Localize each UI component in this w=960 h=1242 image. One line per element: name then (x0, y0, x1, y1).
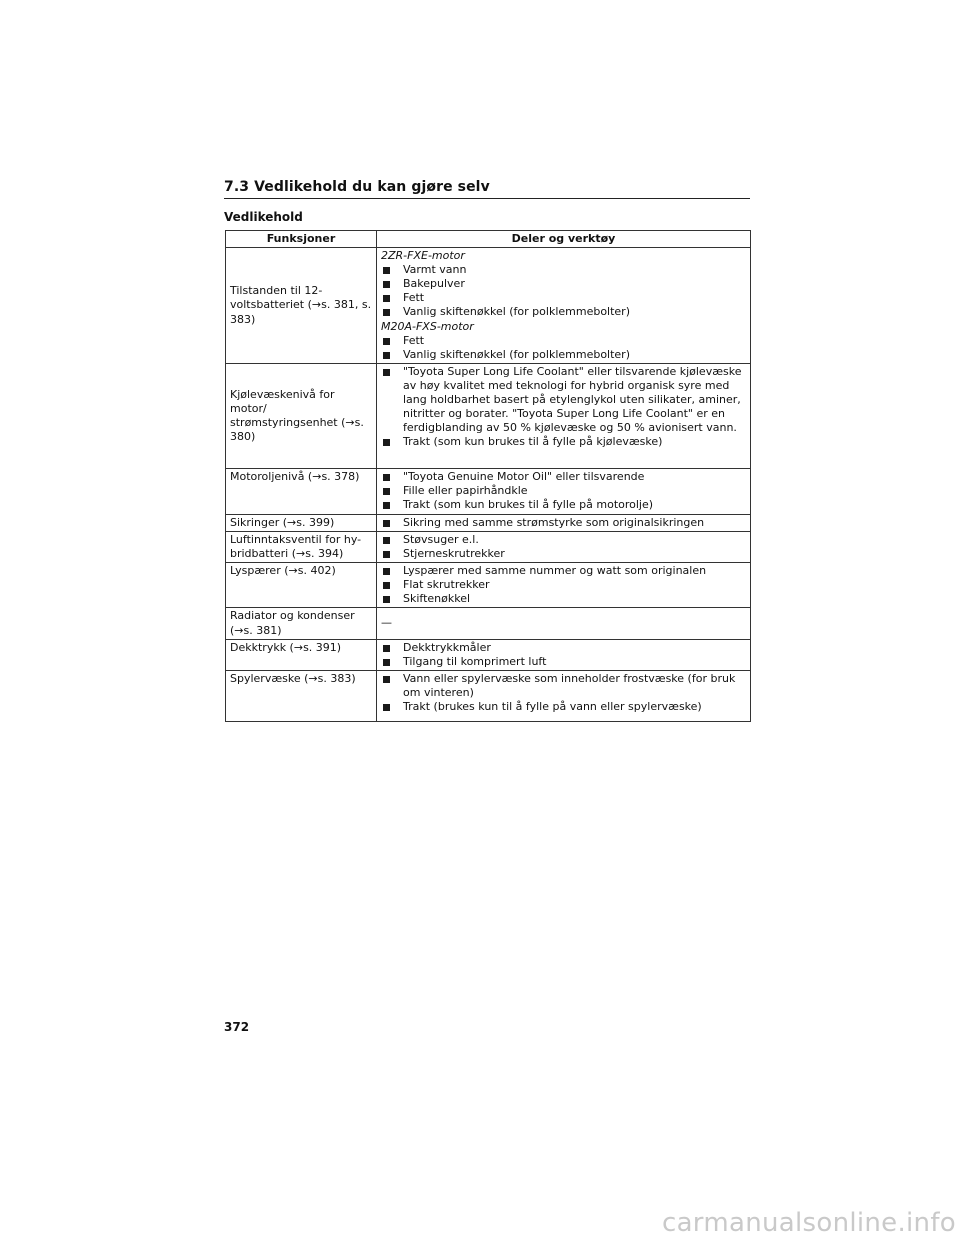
section-title: 7.3 Vedlikehold du kan gjøre selv (224, 179, 490, 195)
table-row (226, 608, 751, 639)
list-item: Støvsuger e.l. (381, 533, 746, 547)
parts-cell (377, 639, 751, 670)
list-item: Fett (381, 334, 746, 348)
list-item: Bakepulver (381, 277, 746, 291)
function-cell: Dekktrykk (→s. 391) (226, 639, 377, 670)
list-item: Tilgang til komprimert luft (381, 655, 746, 669)
list-item: Trakt (som kun brukes til å fylle på kjølevæske) (381, 435, 746, 449)
parts-cell (377, 468, 751, 514)
section-divider (224, 198, 750, 199)
list-item: Skiftenøkkel (381, 592, 746, 606)
list-item: "Toyota Super Long Life Coolant" eller tilsvarende kjølevæske av høy kvalitet med teknologi for hybrid organisk syre med lang holdbarhet basert på etylenglykol uten silikater, aminer, nitritter og borater. "Toyota Super Long Life Coolant" er en ferdigblanding av 50 % kjølevæske og 50 % avionisert vann. (381, 365, 746, 435)
table-row (226, 514, 751, 531)
parts-cell (377, 514, 751, 531)
watermark: carmanualsonline.info (661, 1208, 956, 1238)
page-subtitle: Vedlikehold (224, 210, 303, 224)
list-item: Dekktrykkmåler (381, 641, 746, 655)
table-row (226, 363, 751, 468)
list-item: Stjerneskrutrekker (381, 547, 746, 561)
table-row (226, 670, 751, 721)
table-row (226, 468, 751, 514)
function-cell: Sikringer (→s. 399) (226, 514, 377, 531)
table-header-row (226, 231, 751, 248)
parts-cell (377, 563, 751, 608)
item-list (381, 263, 746, 319)
item-list (381, 516, 746, 530)
function-cell: Tilstanden til 12-voltsbatteriet (→s. 381, s. 383) (226, 248, 377, 364)
item-list (381, 641, 746, 669)
item-list (381, 365, 746, 450)
list-item: Flat skrutrekker (381, 578, 746, 592)
table-row (226, 248, 751, 364)
parts-cell (377, 531, 751, 562)
list-item: Trakt (som kun brukes til å fylle på motorolje) (381, 498, 746, 512)
list-item: Vanlig skiftenøkkel (for polklemmebolter) (381, 348, 746, 362)
page-number: 372 (224, 1020, 250, 1034)
list-item: Vanlig skiftenøkkel (for polklemmebolter) (381, 305, 746, 319)
parts-cell (377, 670, 751, 721)
table-row (226, 563, 751, 608)
engine-label: M20A-FXS-motor (381, 319, 474, 333)
function-cell: Luftinntaksventil for hy-bridbatteri (→s. 394) (226, 531, 377, 562)
function-cell: Lyspærer (→s. 402) (226, 563, 377, 608)
empty-dash: — (377, 608, 751, 639)
function-cell: Kjølevæskenivå for motor/ strømstyringsenhet (→s. 380) (226, 363, 377, 468)
engine-label: 2ZR-FXE-motor (381, 249, 465, 263)
parts-cell (377, 363, 751, 468)
item-list (381, 672, 746, 714)
function-cell: Radiator og kondenser (→s. 381) (226, 608, 377, 639)
item-list (381, 470, 746, 512)
list-item: "Toyota Genuine Motor Oil" eller tilsvarende (381, 470, 746, 484)
list-item: Trakt (brukes kun til å fylle på vann eller spylervæske) (381, 700, 746, 714)
table-row (226, 531, 751, 562)
maintenance-table (225, 230, 751, 722)
list-item: Varmt vann (381, 263, 746, 277)
list-item: Lyspærer med samme nummer og watt som originalen (381, 564, 746, 578)
table-row (226, 639, 751, 670)
item-list (381, 564, 746, 606)
item-list (381, 533, 746, 561)
item-list (381, 334, 746, 362)
function-cell: Motoroljenivå (→s. 378) (226, 468, 377, 514)
list-item: Fille eller papirhåndkle (381, 484, 746, 498)
list-item: Fett (381, 291, 746, 305)
column-header-parts-tools: Deler og verktøy (377, 231, 751, 248)
parts-cell (377, 248, 751, 364)
list-item: Sikring med samme strømstyrke som originalsikringen (381, 516, 746, 530)
column-header-functions: Funksjoner (226, 231, 377, 248)
list-item: Vann eller spylervæske som inneholder frostvæske (for bruk om vinteren) (381, 672, 746, 700)
function-cell: Spylervæske (→s. 383) (226, 670, 377, 721)
